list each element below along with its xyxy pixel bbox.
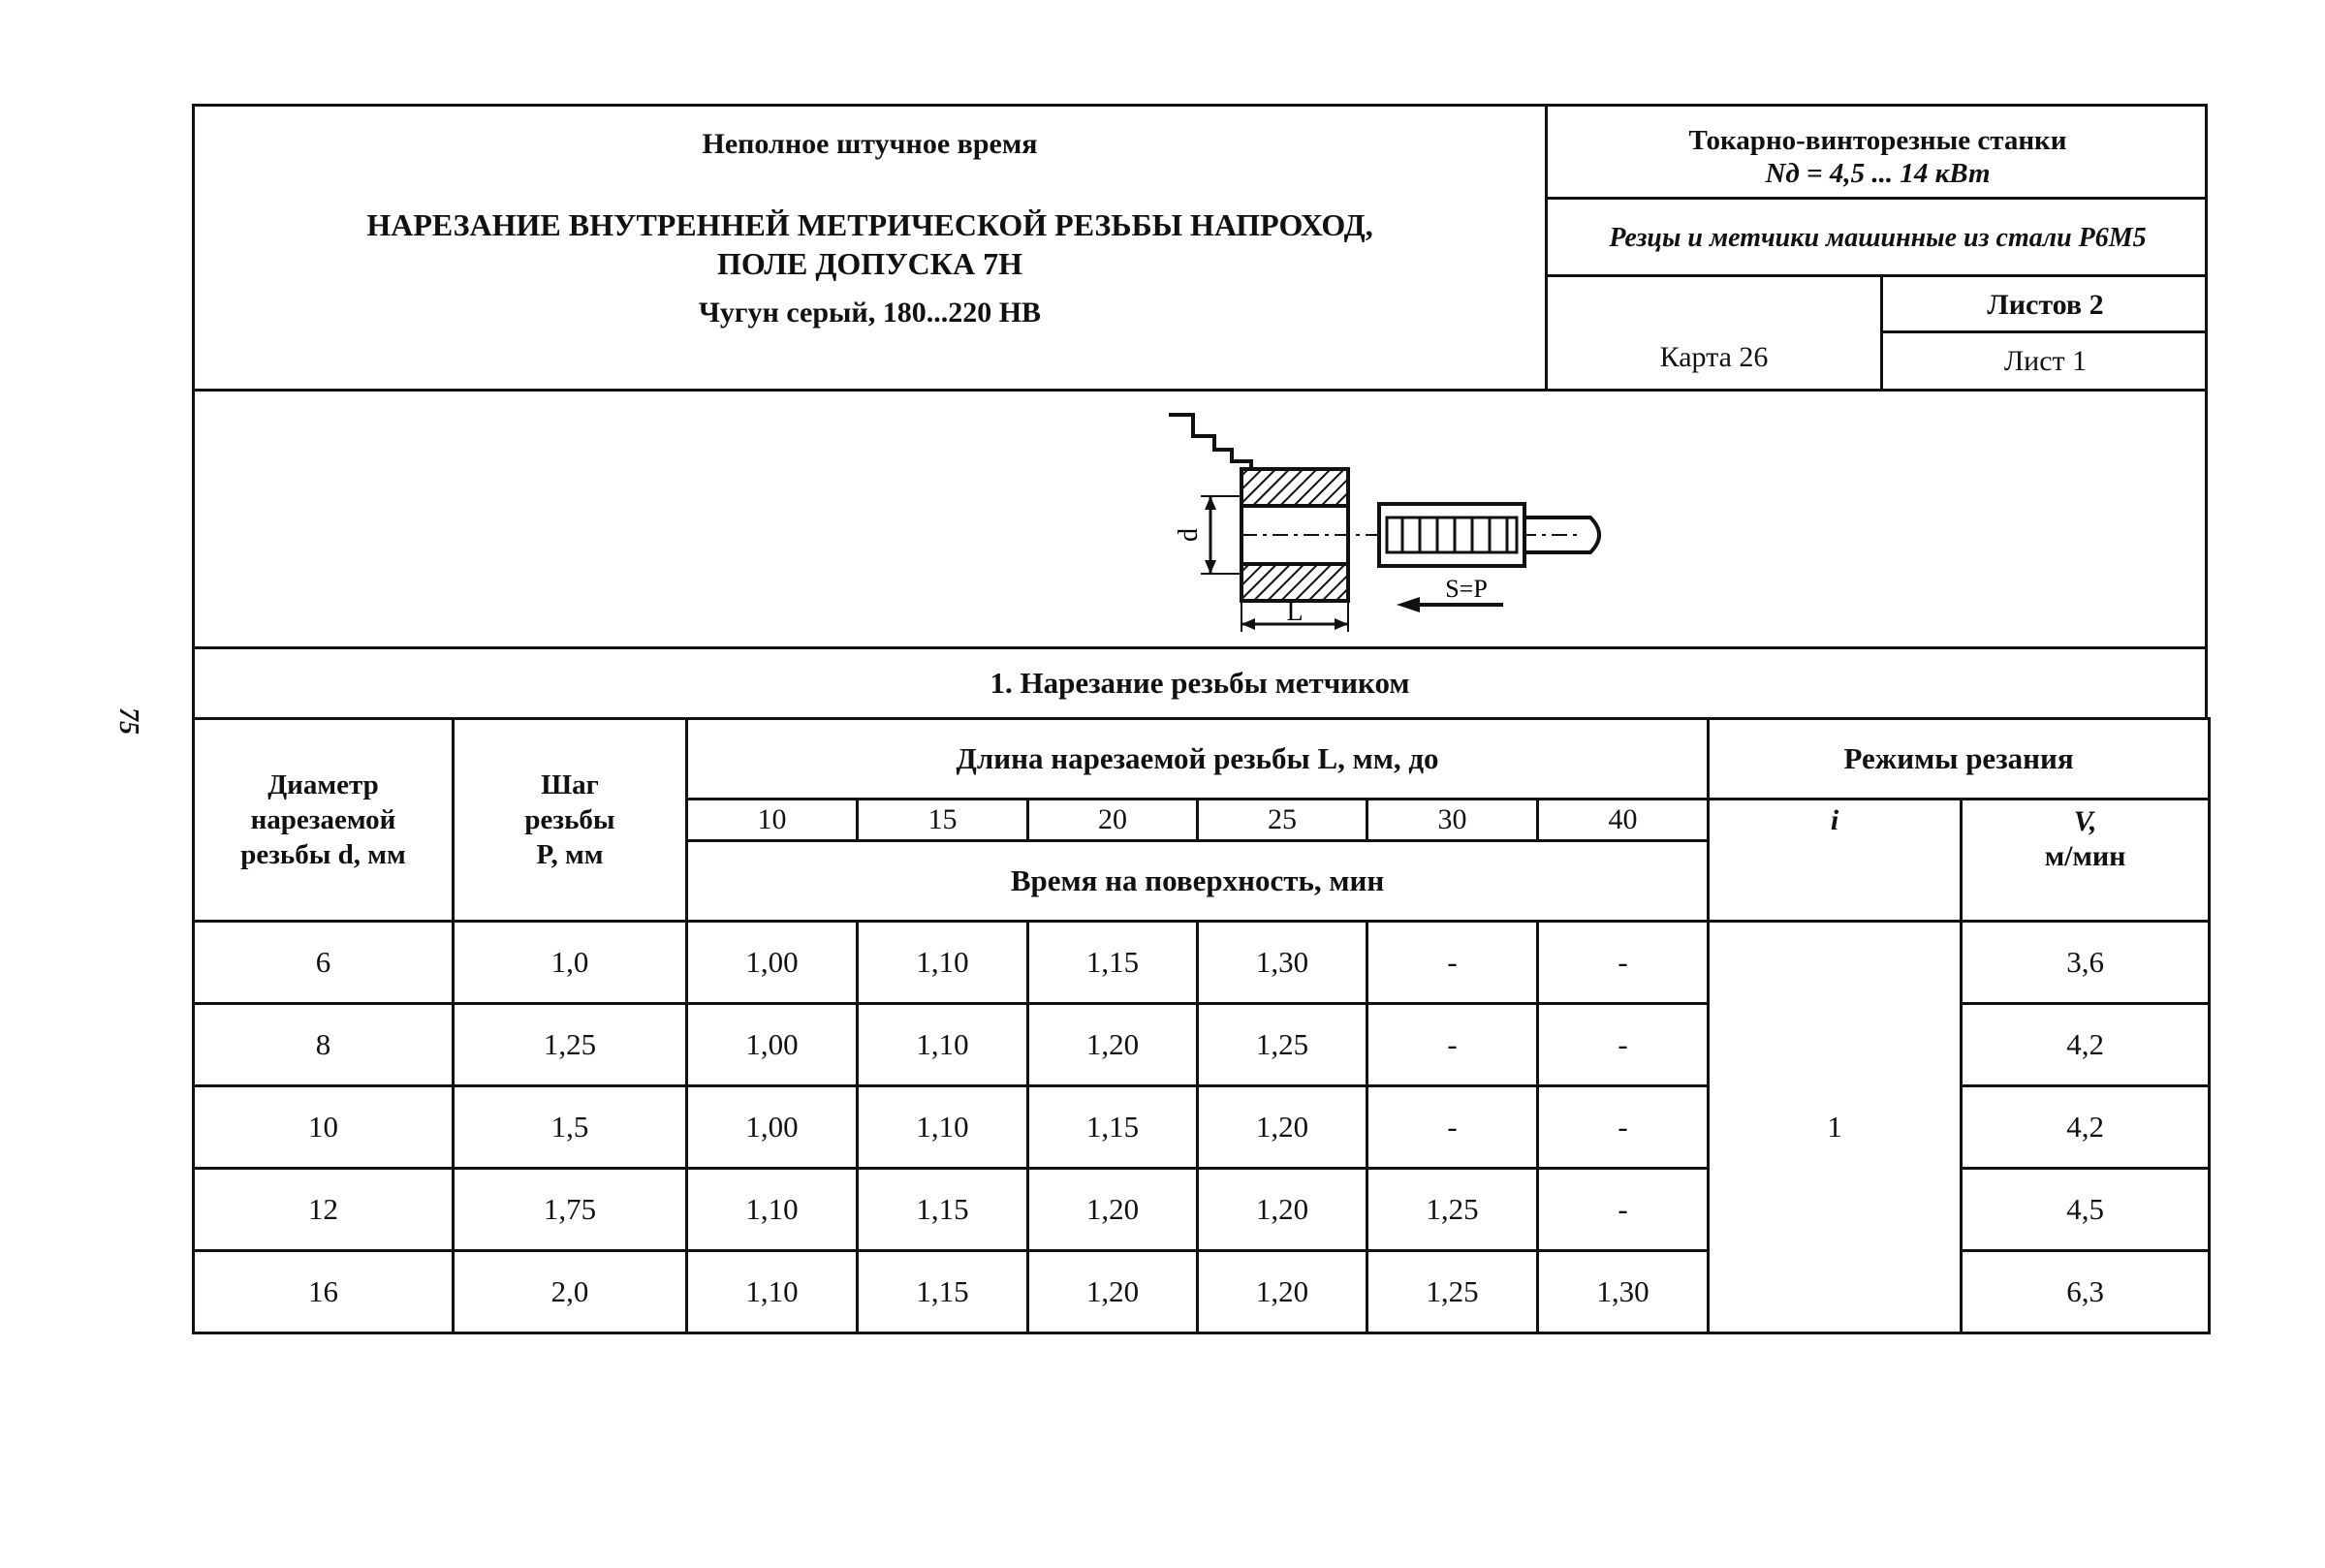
col-header-pitch: Шаг резьбы P, мм (454, 719, 687, 922)
cell-time: - (1367, 1086, 1538, 1169)
header-machine-line2: Nд = 4,5 ... 14 кВт (1765, 158, 1991, 189)
cell-speed: 4,5 (1962, 1169, 2210, 1251)
cell-time: 1,10 (687, 1251, 858, 1333)
header-info-block (1548, 107, 2208, 389)
cell-time: 1,10 (858, 1004, 1028, 1086)
chuck-steps (1169, 415, 1251, 469)
cell-time: 1,20 (1198, 1086, 1367, 1169)
cell-time: 1,15 (1028, 922, 1198, 1004)
cell-time: 1,20 (1028, 1004, 1198, 1086)
header-pretitle: Неполное штучное время (702, 128, 1038, 160)
cell-time: - (1538, 1086, 1709, 1169)
cell-time: 1,20 (1028, 1169, 1198, 1251)
header-title-line1: НАРЕЗАНИЕ ВНУТРЕННЕЙ МЕТРИЧЕСКОЙ РЕЗЬБЫ НАПРОХОД, (366, 207, 1373, 242)
cell-pitch: 2,0 (454, 1251, 687, 1333)
cell-pitch: 1,25 (454, 1004, 687, 1086)
cell-time: 1,30 (1538, 1251, 1709, 1333)
cell-time: 1,15 (858, 1251, 1028, 1333)
header-material: Чугун серый, 180...220 НВ (698, 297, 1042, 329)
cell-time: - (1538, 1169, 1709, 1251)
label-feed: S=P (1445, 575, 1488, 603)
cell-time: - (1367, 1004, 1538, 1086)
header-tools: Резцы и метчики машинные из стали Р6М5 (1548, 200, 2208, 277)
col-header-modes: Режимы резания (1709, 719, 2210, 800)
cell-speed: 4,2 (1962, 1086, 2210, 1169)
cell-time: 1,20 (1198, 1251, 1367, 1333)
cell-time: - (1367, 922, 1538, 1004)
card-header (192, 104, 2208, 392)
cell-time: 1,15 (1028, 1086, 1198, 1169)
cell-time: 1,25 (1198, 1004, 1367, 1086)
header-sheets-total: Листов 2 (1883, 277, 2208, 333)
section-title: 1. Нарезание резьбы метчиком (192, 649, 2208, 717)
cell-time: 1,20 (1028, 1251, 1198, 1333)
header-machine (1548, 107, 2208, 200)
cell-time: 1,10 (858, 1086, 1028, 1169)
cell-time: - (1538, 922, 1709, 1004)
workpiece-bottom (1241, 564, 1348, 601)
header-card-number: Карта 26 (1548, 277, 1883, 392)
cell-time: 1,10 (687, 1169, 858, 1251)
cell-pitch: 1,5 (454, 1086, 687, 1169)
page-number: 75 (113, 707, 143, 735)
cell-diameter: 8 (194, 1004, 454, 1086)
col-header-v: V, м/мин (1962, 800, 2210, 922)
col-header-length: Длина нарезаемой резьбы L, мм, до (687, 719, 1709, 800)
label-L: L (1286, 597, 1304, 627)
length-15: 15 (858, 800, 1028, 841)
header-title-line2: ПОЛЕ ДОПУСКА 7H (717, 246, 1022, 281)
sketch-block (192, 392, 2208, 649)
header-machine-line1: Токарно-винторезные станки (1688, 125, 2067, 156)
cell-diameter: 12 (194, 1169, 454, 1251)
cell-pitch: 1,75 (454, 1169, 687, 1251)
length-20: 20 (1028, 800, 1198, 841)
length-30: 30 (1367, 800, 1538, 841)
cell-diameter: 16 (194, 1251, 454, 1333)
tapping-sketch-illustration (960, 399, 1639, 642)
header-title-block (195, 107, 1548, 389)
header-title (195, 205, 1545, 283)
time-norms-table (192, 717, 2211, 1334)
cell-time: 1,15 (858, 1169, 1028, 1251)
cell-time: 1,20 (1198, 1169, 1367, 1251)
header-sheet-number: Лист 1 (2003, 345, 2088, 377)
workpiece-top (1241, 469, 1348, 506)
cell-pitch: 1,0 (454, 922, 687, 1004)
cell-time: 1,30 (1198, 922, 1367, 1004)
length-10: 10 (687, 800, 858, 841)
col-header-diameter: Диаметр нарезаемой резьбы d, мм (194, 719, 454, 922)
cell-speed: 6,3 (1962, 1251, 2210, 1333)
cell-diameter: 6 (194, 922, 454, 1004)
col-header-i: i (1709, 800, 1962, 922)
cell-speed: 3,6 (1962, 922, 2210, 1004)
label-d: d (1174, 528, 1204, 542)
cell-speed: 4,2 (1962, 1004, 2210, 1086)
cell-time: 1,00 (687, 1086, 858, 1169)
cell-time: 1,00 (687, 922, 858, 1004)
table-row (194, 922, 2210, 1004)
cell-time: 1,00 (687, 1004, 858, 1086)
length-25: 25 (1198, 800, 1367, 841)
time-label: Время на поверхность, мин (687, 841, 1709, 922)
length-40: 40 (1538, 800, 1709, 841)
cell-time: 1,25 (1367, 1169, 1538, 1251)
cell-time: - (1538, 1004, 1709, 1086)
cell-time: 1,25 (1367, 1251, 1538, 1333)
cell-diameter: 10 (194, 1086, 454, 1169)
cell-time: 1,10 (858, 922, 1028, 1004)
cell-passes: 1 (1709, 922, 1962, 1333)
table-body (194, 922, 2210, 1333)
